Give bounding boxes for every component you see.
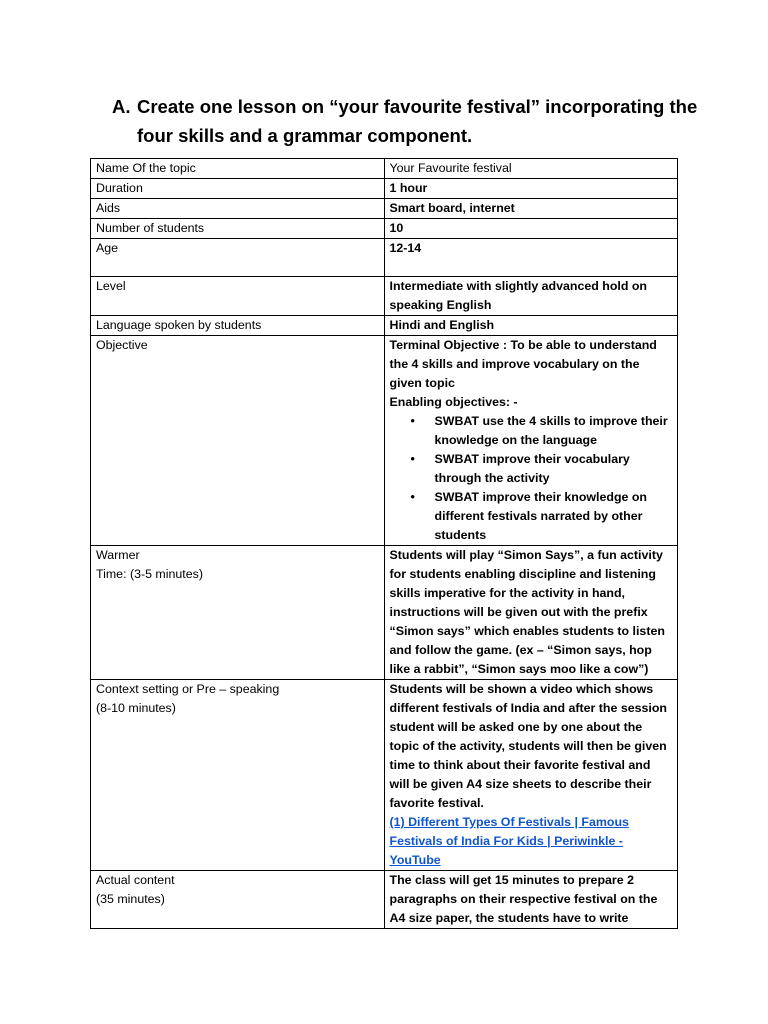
row-value-level: Intermediate with slightly advanced hold on speaking English [384, 277, 678, 316]
table-row [91, 219, 678, 239]
row-value-language: Hindi and English [384, 316, 678, 336]
row-label-topic: Name Of the topic [91, 159, 385, 179]
bullet-icon: • [410, 414, 415, 428]
list-item [410, 488, 673, 545]
table-row [91, 546, 678, 680]
warmer-label: Warmer [96, 548, 140, 562]
heading-line-2: four skills and a grammar component. [137, 125, 473, 146]
table-row [91, 277, 678, 316]
row-label-students: Number of students [91, 219, 385, 239]
row-value-duration: 1 hour [384, 179, 678, 199]
table-row [91, 179, 678, 199]
row-value-topic: Your Favourite festival [384, 159, 678, 179]
list-item [410, 450, 673, 488]
bullet-icon: • [410, 490, 415, 504]
row-value-actual: The class will get 15 minutes to prepare 2 paragraphs on their respective festival on the A4 size paper, the students have to write [384, 871, 678, 929]
table-row [91, 336, 678, 546]
objective-bullet-text: SWBAT improve their knowledge on different festivals narrated by other students [434, 490, 647, 542]
row-label-age: Age [91, 239, 385, 277]
row-label-aids: Aids [91, 199, 385, 219]
table-row [91, 159, 678, 179]
enabling-objectives-list [390, 412, 673, 545]
bullet-icon: • [410, 452, 415, 466]
row-label-context [91, 680, 385, 871]
enabling-objectives-title: Enabling objectives: - [389, 395, 518, 409]
lesson-plan-table [90, 158, 678, 929]
table-row [91, 680, 678, 871]
table-row [91, 199, 678, 219]
warmer-time: Time: (3-5 minutes) [96, 567, 203, 581]
row-value-warmer: Students will play “Simon Says”, a fun activity for students enabling discipline and listening skills imperative for the activity in hand, instructions will be given out with the prefix “Simon says” which enables students to listen and follow the game. (ex – “Simon says, hop like a rabbit”, “Simon says moo like a cow”) [384, 546, 678, 680]
row-value-age: 12-14 [384, 239, 678, 277]
context-label: Context setting or Pre – speaking [96, 682, 280, 696]
heading-letter: A. [112, 96, 131, 117]
actual-time: (35 minutes) [96, 892, 165, 906]
row-value-context [384, 680, 678, 871]
table-row [91, 871, 678, 929]
context-time: (8-10 minutes) [96, 701, 176, 715]
row-label-level: Level [91, 277, 385, 316]
heading-line-1: Create one lesson on “your favourite festival” incorporating the [137, 96, 698, 117]
row-value-aids: Smart board, internet [384, 199, 678, 219]
table-row [91, 239, 678, 277]
list-item [410, 412, 673, 450]
lesson-heading [112, 92, 712, 150]
actual-label: Actual content [96, 873, 175, 887]
row-label-actual [91, 871, 385, 929]
table-row [91, 316, 678, 336]
context-text: Students will be shown a video which shows different festivals of India and after the session student will be asked one by one about the topic of the activity, students will then be given time to think about their favorite festival and will be given A4 size sheets to describe their favorite festival. [389, 682, 667, 810]
row-label-duration: Duration [91, 179, 385, 199]
objective-bullet-text: SWBAT improve their vocabulary through the activity [434, 452, 630, 485]
row-label-objective: Objective [91, 336, 385, 546]
row-value-students: 10 [384, 219, 678, 239]
objective-bullet-text: SWBAT use the 4 skills to improve their knowledge on the language [434, 414, 668, 447]
terminal-objective: Terminal Objective : To be able to understand the 4 skills and improve vocabulary on the given topic [389, 338, 657, 390]
row-label-language: Language spoken by students [91, 316, 385, 336]
row-label-warmer [91, 546, 385, 680]
row-value-objective [384, 336, 678, 546]
youtube-video-link[interactable]: (1) Different Types Of Festivals | Famous Festivals of India For Kids | Periwinkle - YouTube [389, 815, 629, 867]
